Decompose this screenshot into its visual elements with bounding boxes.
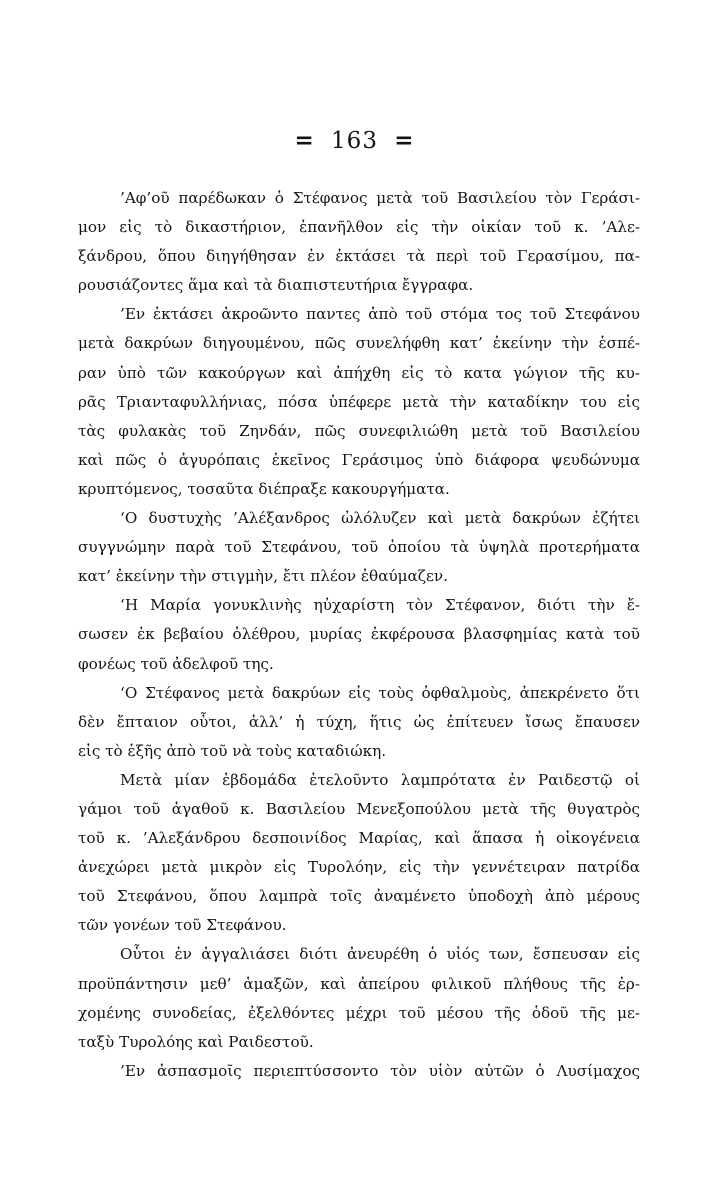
text-line: εἰς τὸ ἑξῆς ἀπὸ τοῦ νὰ τοὺς καταδιώκη. xyxy=(78,741,387,760)
body-text xyxy=(78,184,640,1086)
text-line: ‘Η Μαρία γονυκλινὴς ηὐχαρίστη τὸν Στέφανον, διότι τὴν ἔ- xyxy=(120,596,640,615)
text-line: ρουσιάζοντες ἅμα καὶ τὰ διαπιστευτήρια ἔγγραφα. xyxy=(78,276,474,295)
text-line: Μετὰ μίαν ἑβδομάδα ἐτελοῦντο λαμπρότατα ἐν Ραιδεστῷ οἱ xyxy=(120,770,640,789)
text-line: ταξὺ Τυρολόης καὶ Ραιδεστοῦ. xyxy=(78,1032,314,1051)
paragraph xyxy=(78,1057,640,1086)
text-line: συγγνώμην παρὰ τοῦ Στεφάνου, τοῦ ὁποίου τὰ ὑψηλὰ προτερήματα xyxy=(78,538,640,557)
right-double-rule: = xyxy=(394,127,415,154)
text-line: ραν ὑπὸ τῶν κακούργων καὶ ἀπήχθη εἰς τὸ κατα γώγιον τῆς κυ- xyxy=(78,363,640,382)
text-line: ἀνεχώρει μετὰ μικρὸν εἰς Τυρολόην, εἰς τὴν γεννέτειραν πατρίδα xyxy=(78,858,640,877)
paragraph xyxy=(78,766,640,941)
paragraph xyxy=(78,679,640,766)
text-line: ‘Ο δυστυχὴς ’Αλέξανδρος ὠλόλυζεν καὶ μετὰ δακρύων ἐζήτει xyxy=(120,509,640,528)
text-line: κρυπτόμενος, τοσαῦτα διέπραξε κακουργήματα. xyxy=(78,479,450,498)
text-line: μετὰ δακρύων διηγουμένου, πῶς συνελήφθη κατ’ ἐκείνην τὴν ἑσπέ- xyxy=(78,334,640,353)
text-line: δὲν ἔπταιον οὗτοι, ἀλλ’ ἡ τύχη, ἥτις ὡς ἐπίτευεν ἴσως ἔπαυσεν xyxy=(78,712,640,731)
page-number-header xyxy=(0,127,709,154)
page-number: 163 xyxy=(331,128,378,154)
text-line: τοῦ Στεφάνου, ὅπου λαμπρὰ τοῖς ἀναμένετο ὑποδοχὴ ἀπὸ μέρους xyxy=(78,887,640,906)
text-line: ρᾶς Τριανταφυλλήνιας, πόσα ὑπέφερε μετὰ τὴν καταδίκην του εἰς xyxy=(78,392,640,411)
text-line: χομένης συνοδείας, ἐξελθόντες μέχρι τοῦ μέσου τῆς ὁδοῦ τῆς με- xyxy=(78,1003,640,1022)
text-line: Οὗτοι ἐν ἀγγαλιάσει διότι ἀνευρέθη ὁ υἱός των, ἔσπευσαν εἰς xyxy=(120,945,640,964)
text-line: μον εἰς τὸ δικαστήριον, ἐπανῆλθον εἰς τὴν οἰκίαν τοῦ κ. ’Αλε- xyxy=(78,218,640,237)
text-line: ’Εν ἀσπασμοῖς περιεπτύσσοντο τὸν υἱὸν αὐτῶν ὁ Λυσίμαχος xyxy=(120,1061,640,1080)
text-line: φονέως τοῦ ἀδελφοῦ της. xyxy=(78,654,274,673)
text-line: ‘Ο Στέφανος μετὰ δακρύων εἰς τοὺς ὀφθαλμοὺς, ἀπεκρένετο ὅτι xyxy=(120,683,640,702)
text-line: καὶ πῶς ὁ ἀγυρόπαις ἐκεῖνος Γεράσιμος ὑπὸ διάφορα ψευδώνυμα xyxy=(78,450,640,469)
left-double-rule: = xyxy=(294,127,315,154)
paragraph xyxy=(78,184,640,300)
text-line: ξάνδρου, ὅπου διηγήθησαν ἐν ἐκτάσει τὰ περὶ τοῦ Γερασίμου, πα- xyxy=(78,247,640,266)
text-line: κατ’ ἐκείνην τὴν στιγμὴν, ἔτι πλέον ἐθαύμαζεν. xyxy=(78,567,448,586)
text-line: προϋπάντησιν μεθ’ ἁμαξῶν, καὶ ἀπείρου φιλικοῦ πλήθους τῆς ἐρ- xyxy=(78,974,640,993)
paragraph xyxy=(78,591,640,678)
paragraph xyxy=(78,940,640,1056)
text-line: σωσεν ἐκ βεβαίου ὀλέθρου, μυρίας ἐκφέρουσα βλασφημίας κατὰ τοῦ xyxy=(78,625,640,644)
paragraph xyxy=(78,300,640,504)
text-line: γάμοι τοῦ ἀγαθοῦ κ. Βασιλείου Μενεξοπούλου μετὰ τῆς θυγατρὸς xyxy=(78,799,640,818)
paragraph xyxy=(78,504,640,591)
text-line: τὰς φυλακὰς τοῦ Ζηνδάν, πῶς συνεφιλιώθη μετὰ τοῦ Βασιλείου xyxy=(78,421,640,440)
text-line: τῶν γονέων τοῦ Στεφάνου. xyxy=(78,916,287,935)
text-line: ’Αφ’οῦ παρέδωκαν ὁ Στέφανος μετὰ τοῦ Βασιλείου τὸν Γεράσι- xyxy=(120,189,640,207)
text-line: ’Εν ἐκτάσει ἀκροῶντο παντες ἀπὸ τοῦ στόμα τος τοῦ Στεφάνου xyxy=(120,305,640,324)
text-line: τοῦ κ. ’Αλεξάνδρου δεσποινίδος Μαρίας, καὶ ἅπασα ἡ οἰκογένεια xyxy=(78,829,640,848)
